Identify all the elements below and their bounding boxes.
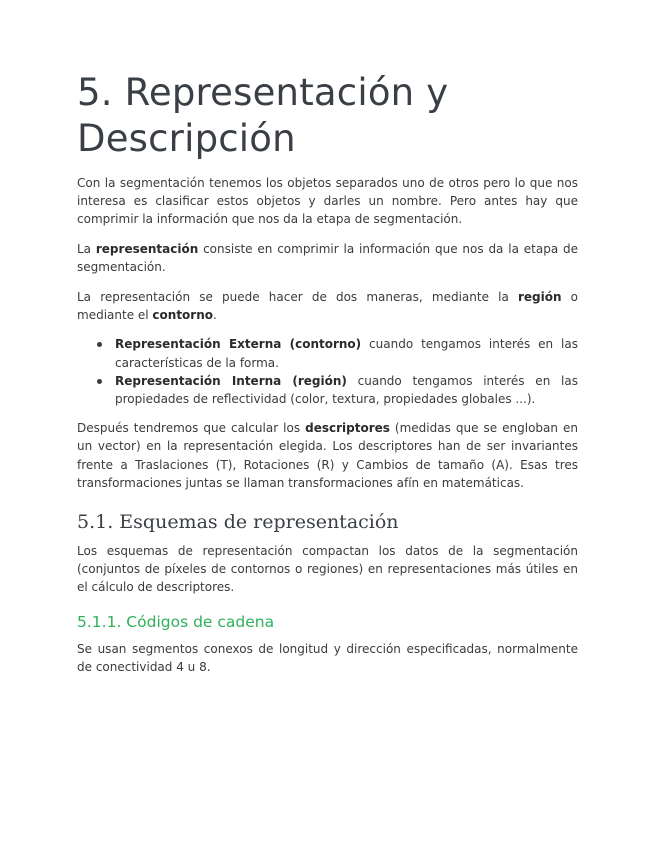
descriptors-term: descriptores: [305, 421, 390, 436]
ways-prefix: La representación se puede hacer de dos maneras, mediante la: [77, 290, 518, 305]
ways-paragraph: [77, 288, 578, 324]
representation-paragraph: [77, 240, 578, 276]
representation-suffix: consiste en comprimir la información que nos da la etapa de segmentación.: [77, 242, 578, 275]
section-5-1-1-paragraph: Se usan segmentos conexos de longitud y dirección especificadas, normalmente de conectividad 4 u 8.: [77, 642, 578, 675]
descriptors-prefix: Después tendremos que calcular los: [77, 421, 306, 436]
section-heading-5-1: 5.1. Esquemas de representación: [77, 511, 399, 534]
list-item-external: [115, 335, 578, 371]
descriptors-paragraph: [77, 419, 578, 492]
bullet-text-internal: cuando tengamos interés en las propiedades de reflectividad (color, textura, propiedades globales ...).: [115, 373, 578, 407]
bullet-text-external: cuando tengamos interés en las características de la forma.: [115, 337, 578, 370]
bullet-term-internal: Representación Interna (región): [115, 373, 347, 388]
page-title: 5. Representación y Descripción: [77, 71, 449, 160]
representation-prefix: La: [77, 242, 96, 257]
section-5-1-paragraph: Los esquemas de representación compactan los datos de la segmentación (conjuntos de píxeles de contornos o regiones) en representaciones más útiles en el cálculo de descriptores.: [77, 543, 578, 594]
ways-term-region: región: [517, 290, 562, 305]
representation-types-list: [77, 335, 578, 408]
list-item-internal: [115, 372, 578, 408]
descriptors-suffix: (medidas que se engloban en un vector) en la representación elegida. Los descriptores han de ser invariantes frente a Traslaciones (T), Rotaciones (R) y Cambios de tamaño (A). Esas tres transformaciones juntas se llaman transformaciones afín en matemáticas.: [77, 421, 579, 490]
bullet-term-external: Representación Externa (contorno): [115, 337, 362, 352]
ways-middle: o mediante el: [77, 290, 578, 323]
ways-suffix: .: [213, 308, 217, 323]
intro-paragraph: Con la segmentación tenemos los objetos separados uno de otros pero lo que nos interesa es clasificar estos objetos y darles un nombre. Pero antes hay que comprimir la información que nos da la etapa de segmentación.: [77, 176, 578, 227]
ways-term-contour: contorno: [152, 308, 214, 323]
section-heading-5-1-1: 5.1.1. Códigos de cadena: [77, 613, 275, 632]
document-content: [77, 70, 578, 677]
representation-term: representación: [95, 242, 199, 257]
